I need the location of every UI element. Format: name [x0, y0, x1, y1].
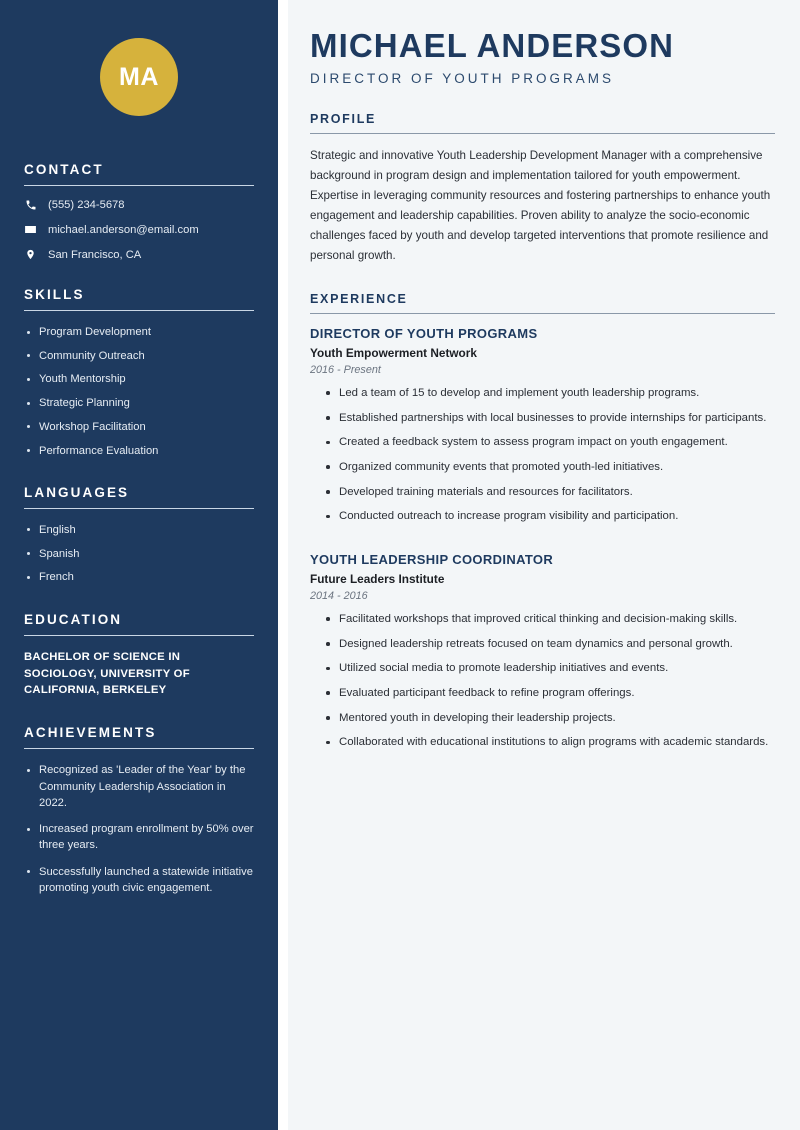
list-item: Organized community events that promoted youth-led initiatives.: [324, 459, 775, 477]
experience-section: [310, 292, 775, 752]
job-company: Youth Empowerment Network: [310, 345, 477, 360]
experience-heading: EXPERIENCE: [310, 291, 408, 306]
job-bullet-list: [310, 611, 775, 752]
list-item: Program Development: [24, 324, 254, 340]
languages-list: [24, 522, 254, 586]
column-gap: [278, 0, 288, 1130]
list-item: Recognized as 'Leader of the Year' by the Community Leadership Association in 2022.: [24, 762, 254, 811]
contact-location-value: San Francisco, CA: [48, 248, 142, 261]
languages-divider: [24, 508, 254, 509]
list-item: Mentored youth in developing their leadership projects.: [324, 710, 775, 728]
contact-section: [24, 162, 254, 261]
list-item: Designed leadership retreats focused on team dynamics and personal growth.: [324, 636, 775, 654]
experience-spacer: [310, 534, 775, 552]
education-section: [24, 612, 254, 700]
list-item: English: [24, 522, 254, 538]
list-item: Spanish: [24, 546, 254, 562]
experience-entry: [310, 552, 775, 752]
job-title: DIRECTOR OF YOUTH PROGRAMS: [310, 325, 538, 341]
job-title: YOUTH LEADERSHIP COORDINATOR: [310, 551, 554, 567]
education-entry: BACHELOR OF SCIENCE IN SOCIOLOGY, UNIVERSITY OF CALIFORNIA, BERKELEY: [24, 650, 190, 697]
contact-heading: CONTACT: [24, 162, 104, 177]
main-content: [288, 0, 800, 1130]
list-item: Conducted outreach to increase program visibility and participation.: [324, 508, 775, 526]
contact-item-location: [24, 248, 254, 261]
achievements-heading: ACHIEVEMENTS: [24, 725, 157, 741]
languages-section: [24, 485, 254, 586]
languages-heading: LANGUAGES: [24, 484, 130, 500]
page-title: MICHAEL ANDERSON: [310, 27, 675, 64]
achievements-list: [24, 762, 254, 896]
profile-text: Strategic and innovative Youth Leadership Development Manager with a comprehensive background in program design and implementation tailored for youth empowerment. Expertise in leveraging community resources and fostering partnerships to enhance youth engagement and leadership capabilities. Proven ability to analyze the socio-economic challenges faced by youth and develop targeted interventions that promote resilience and personal growth.: [310, 149, 771, 262]
list-item: Created a feedback system to assess program impact on youth engagement.: [324, 434, 775, 452]
list-item: Collaborated with educational institutions to align programs with academic standards.: [324, 734, 775, 752]
skills-divider: [24, 310, 254, 311]
avatar: MA: [100, 38, 178, 116]
sidebar: [0, 0, 278, 1130]
list-item: Strategic Planning: [24, 395, 254, 411]
education-heading: EDUCATION: [24, 611, 123, 627]
profile-heading: PROFILE: [310, 112, 377, 127]
list-item: Developed training materials and resources for facilitators.: [324, 484, 775, 502]
list-item: Increased program enrollment by 50% over three years.: [24, 821, 254, 853]
experience-entry: [310, 326, 775, 526]
list-item: Utilized social media to promote leadership initiatives and events.: [324, 660, 775, 678]
list-item: Community Outreach: [24, 348, 254, 364]
list-item: Workshop Facilitation: [24, 419, 254, 435]
contact-phone-value: (555) 234-5678: [48, 199, 125, 211]
profile-section: [310, 112, 775, 266]
job-dates: 2014 - 2016: [310, 589, 368, 602]
experience-divider: [310, 313, 775, 314]
list-item: Successfully launched a statewide initiative promoting youth civic engagement.: [24, 864, 254, 896]
avatar-wrap: [24, 38, 254, 116]
list-item: French: [24, 569, 254, 585]
contact-divider: [24, 185, 254, 186]
job-subtitle: DIRECTOR OF YOUTH PROGRAMS: [310, 71, 615, 87]
list-item: Youth Mentorship: [24, 371, 254, 387]
location-pin-icon: [24, 248, 37, 261]
achievements-section: [24, 725, 254, 896]
phone-icon: [24, 199, 37, 211]
contact-item-email: [24, 223, 254, 236]
list-item: Evaluated participant feedback to refine program offerings.: [324, 685, 775, 703]
contact-item-phone: [24, 199, 254, 211]
list-item: Performance Evaluation: [24, 443, 254, 459]
skills-list: [24, 324, 254, 459]
contact-email-value: michael.anderson@email.com: [48, 223, 199, 236]
list-item: Led a team of 15 to develop and implement youth leadership programs.: [324, 385, 775, 403]
email-icon: [24, 223, 37, 236]
skills-section: [24, 287, 254, 459]
education-divider: [24, 635, 254, 636]
list-item: Facilitated workshops that improved critical thinking and decision-making skills.: [324, 611, 775, 629]
job-dates: 2016 - Present: [310, 363, 381, 376]
list-item: Established partnerships with local businesses to provide internships for participants.: [324, 410, 775, 428]
profile-divider: [310, 133, 775, 134]
job-company: Future Leaders Institute: [310, 571, 445, 586]
skills-heading: SKILLS: [24, 287, 85, 302]
achievements-divider: [24, 748, 254, 749]
job-bullet-list: [310, 385, 775, 526]
